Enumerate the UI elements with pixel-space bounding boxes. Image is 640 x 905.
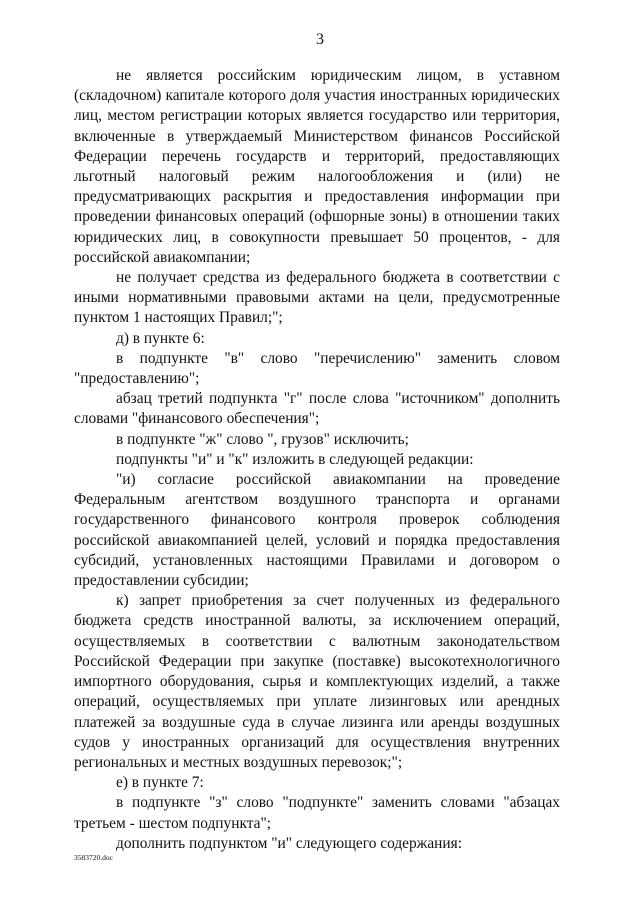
paragraph: в подпункте "ж" слово ", грузов" исключить; (116, 430, 409, 448)
paragraph: е) в пункте 7: (116, 774, 204, 792)
paragraph: дополнить подпунктом "и" следующего содержания: (116, 834, 462, 852)
document-body (74, 66, 560, 854)
paragraph: в подпункте "в" слово "перечислению" заменить словом "предоставлению"; (74, 349, 560, 388)
paragraph: абзац третий подпункта "г" после слова "источником" дополнить словами "финансового обеспечения"; (74, 390, 560, 428)
paragraph: не является российским юридическим лицом, в уставном (складочном) капитале которого доля участия иностранных юридических лиц, местом регистрации которых является государство или территория, включенные в утверждаемый Министерством финансов Российской Федерации перечень государств и территорий, предоставляющих льготный налоговый режим налогообложения и (или) не предусматривающих раскрытия и предоставления информации при проведении финансовых операций (офшорные зоны) в отношении таких юридических лиц, в совокупности превышает 50 процентов, - для российской авиакомпании; (74, 67, 560, 266)
paragraph: подпункты "и" и "к" изложить в следующей редакции: (116, 450, 474, 468)
paragraph: в подпункте "з" слово "подпункте" заменить словами "абзацах третьем - шестом подпункта"; (74, 794, 560, 832)
page-number: 3 (316, 31, 324, 48)
paragraph: не получает средства из федерального бюджета в соответствии с иными нормативными правовыми актами на цели, предусмотренные пунктом 1 настоящих Правил;"; (74, 269, 560, 327)
paragraph: "и) согласие российской авиакомпании на проведение Федеральным агентством воздушного транспорта и органами государственного финансового контроля проверок соблюдения российской авиакомпанией целей, условий и порядка предоставления субсидий, установленных настоящими Правилами и договором о предоставлении субсидии; (74, 471, 560, 590)
document-file-code: 3583720.doc (74, 853, 113, 862)
paragraph: к) запрет приобретения за счет полученных из федерального бюджета средств иностранной валюты, за исключением операций, осуществляемых в соответствии с валютным законодательством Российской Федерации при закупке (поставке) высокотехнологичного импортного оборудования, сырья и комплектующих изделий, а также операций, осуществляемых при уплате лизинговых или арендных платежей за воздушные суда в случае лизинга или аренды воздушных судов у иностранных организаций для осуществления внутренних региональных и местных воздушных перевозок;"; (74, 592, 560, 771)
paragraph: д) в пункте 6: (116, 329, 205, 347)
